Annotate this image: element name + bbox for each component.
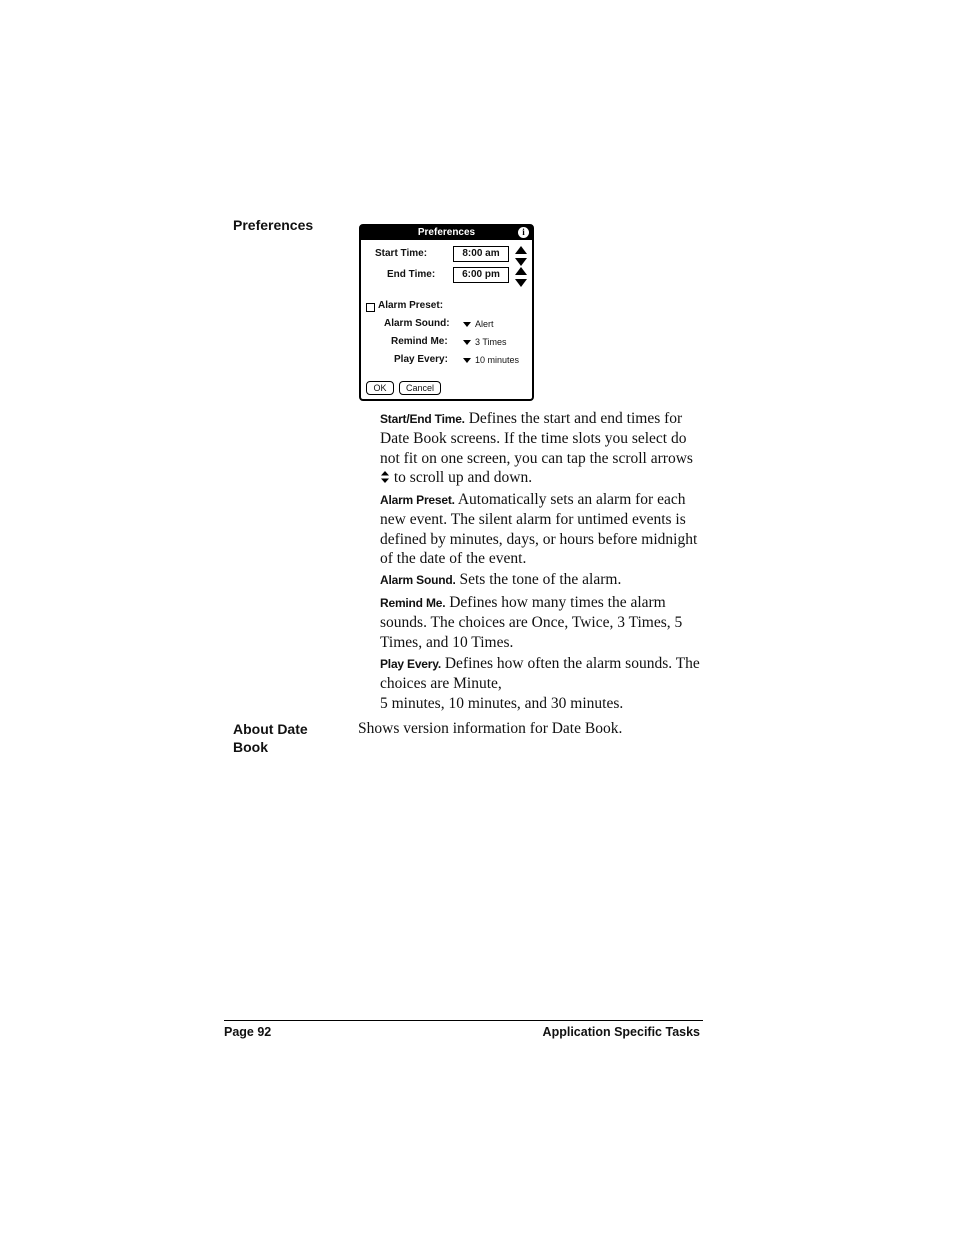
preferences-dialog [359,224,534,401]
alarm-sound-dropdown-icon[interactable] [463,322,471,327]
play-every-description [380,654,700,713]
remind-me-text: Defines how many times the alarm sounds. The choices are Once, Twice, 3 Times, 5 Times, and 10 Times. [380,594,683,651]
about-heading-line2: Book [233,739,268,755]
footer-rule [224,1020,703,1021]
start-end-time-text-b: to scroll up and down. [393,468,533,486]
remind-me-label: Remind Me: [391,336,448,347]
page-number: Page 92 [224,1025,272,1039]
alarm-preset-text: Automatically sets an alarm for each new event. The silent alarm for untimed events is defined by minutes, days, or hours before midnight of the date of the event. [380,491,698,567]
end-time-field[interactable]: 6:00 pm [453,267,509,283]
ok-button[interactable]: OK [366,381,394,395]
play-every-dropdown-icon[interactable] [463,358,471,363]
alarm-sound-value[interactable]: Alert [475,319,494,329]
alarm-preset-term: Alarm Preset. [380,493,455,507]
play-every-text-b: 5 minutes, 10 minutes, and 30 minutes. [380,694,624,712]
start-time-field[interactable]: 8:00 am [453,246,509,262]
info-icon[interactable]: i [518,227,529,238]
alarm-preset-label: Alarm Preset: [378,300,444,311]
cancel-button[interactable]: Cancel [399,381,441,395]
alarm-sound-label: Alarm Sound: [384,318,450,329]
alarm-sound-text: Sets the tone of the alarm. [459,571,622,588]
remind-me-dropdown-icon[interactable] [463,340,471,345]
play-every-label: Play Every: [394,354,448,365]
play-every-term: Play Every. [380,657,441,671]
about-heading-line1: About Date [233,721,308,737]
start-end-time-text-a: Defines the start and end times for Date Book screens. If the time slots you select do not fit on one screen, you can tap the scroll arrows [380,410,693,467]
remind-me-description [380,593,700,652]
play-every-value[interactable]: 10 minutes [475,355,520,365]
start-time-label: Start Time: [375,248,428,259]
end-time-scroll-arrows-icon[interactable] [514,266,528,288]
about-date-book-heading [233,720,308,756]
chapter-title: Application Specific Tasks [542,1025,700,1039]
start-end-time-term: Start/End Time. [380,412,465,426]
start-end-time-description [380,409,700,487]
start-time-scroll-arrows-icon[interactable] [514,245,528,267]
preferences-heading: Preferences [233,217,314,233]
alarm-preset-description [380,490,700,568]
alarm-sound-term: Alarm Sound. [380,573,456,587]
about-date-book-text: Shows version information for Date Book. [358,720,623,737]
scroll-arrows-icon [380,471,390,483]
dialog-title: Preferences [417,227,476,238]
play-every-text-a: Defines how often the alarm sounds. The choices are Minute, [380,655,700,693]
alarm-sound-description [380,570,700,590]
end-time-label: End Time: [387,269,436,280]
dialog-title-bar [361,226,532,240]
alarm-preset-checkbox[interactable] [366,303,375,312]
remind-me-value[interactable]: 3 Times [475,337,507,347]
remind-me-term: Remind Me. [380,596,446,610]
